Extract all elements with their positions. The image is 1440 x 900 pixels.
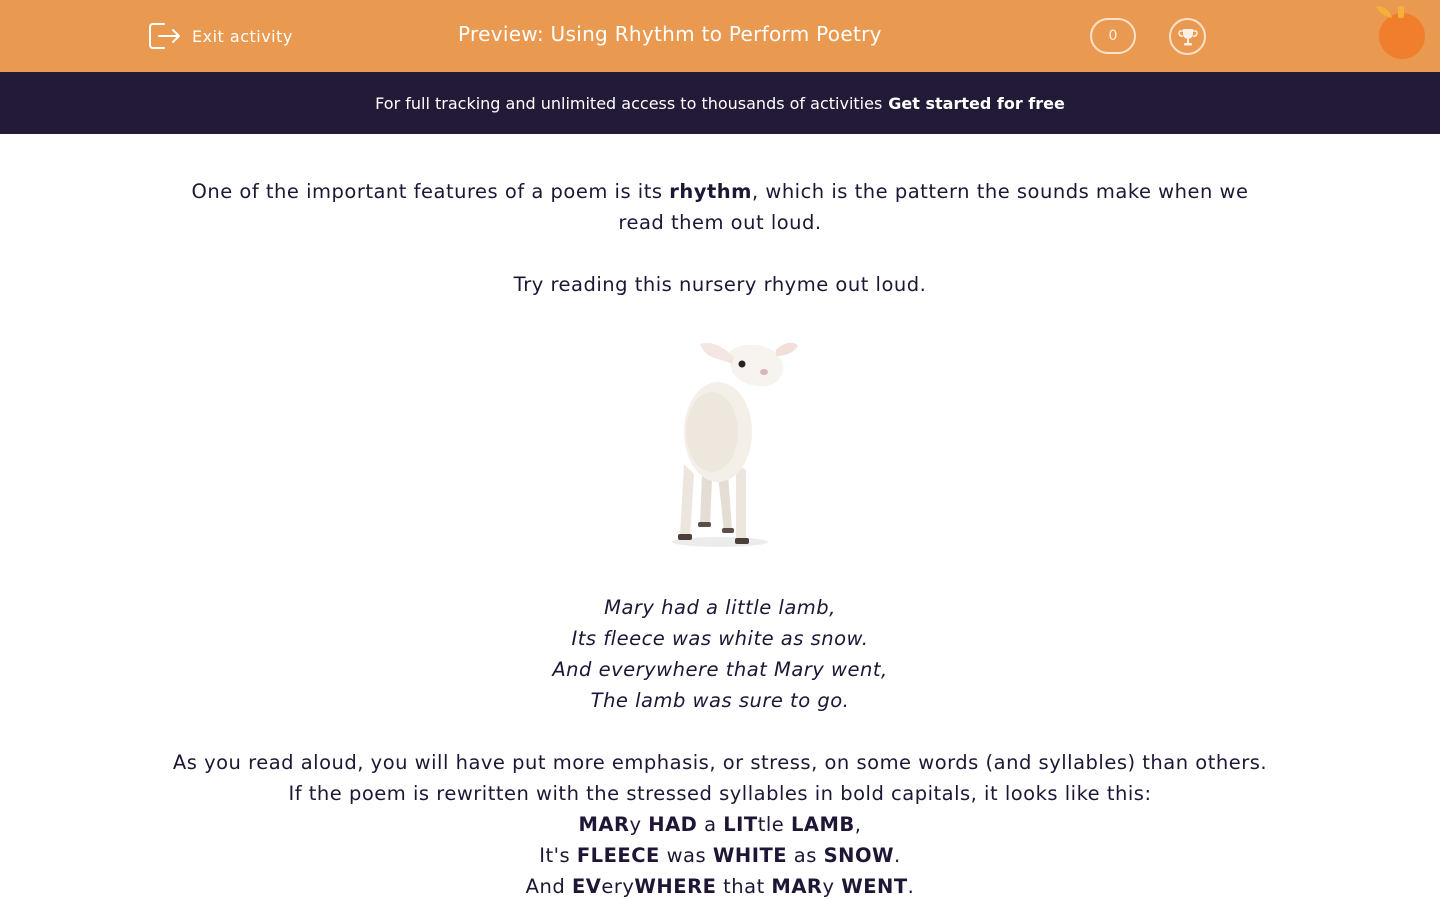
stressed-syllable: FLEECE xyxy=(576,844,660,867)
stressed-poem-line xyxy=(0,809,1440,840)
promo-banner xyxy=(0,72,1440,134)
stressed-poem-line xyxy=(0,840,1440,871)
unstressed-text: tle xyxy=(757,813,791,836)
stressed-syllable: LAMB xyxy=(790,813,855,836)
intro-paragraph xyxy=(170,176,1270,238)
intro-keyword: rhythm xyxy=(669,180,752,203)
poem-block xyxy=(0,592,1440,716)
poem-line: The lamb was sure to go. xyxy=(590,689,850,712)
poem-line: Mary had a little lamb, xyxy=(604,596,836,619)
score-badge: 0 xyxy=(1090,18,1136,54)
promo-text: For full tracking and unlimited access to thousands of activities xyxy=(375,93,883,113)
poem-line: Its fleece was white as snow. xyxy=(571,627,869,650)
lamb-icon xyxy=(640,314,800,550)
stressed-syllable: LIT xyxy=(723,813,758,836)
stressed-poem-block xyxy=(0,809,1440,900)
unstressed-text: y xyxy=(629,813,649,836)
unstressed-text: And xyxy=(525,875,572,898)
unstressed-text: was xyxy=(659,844,713,867)
unstressed-text: that xyxy=(716,875,772,898)
orange-logo-icon[interactable] xyxy=(1374,4,1434,62)
exit-activity-button[interactable] xyxy=(148,20,293,52)
poem-line: And everywhere that Mary went, xyxy=(552,658,888,681)
get-started-link[interactable]: Get started for free xyxy=(888,93,1065,113)
trophy-icon xyxy=(1177,26,1199,48)
stressed-syllable: MAR xyxy=(578,813,630,836)
explanation-text: If the poem is rewritten with the stressed syllables in bold capitals, it looks like this: xyxy=(288,782,1152,805)
lamb-image xyxy=(0,300,1440,592)
unstressed-text: ery xyxy=(601,875,635,898)
exit-icon xyxy=(148,21,182,51)
instruction-text: Try reading this nursery rhyme out loud. xyxy=(513,273,927,296)
stressed-poem-line xyxy=(0,871,1440,900)
stressed-syllable: HAD xyxy=(648,813,698,836)
stressed-syllable: WHERE xyxy=(634,875,717,898)
trophy-button[interactable] xyxy=(1169,18,1206,55)
unstressed-text: a xyxy=(697,813,724,836)
unstressed-text: . xyxy=(907,875,915,898)
top-bar xyxy=(0,0,1440,72)
unstressed-text: as xyxy=(787,844,824,867)
page-title: Preview: Using Rhythm to Perform Poetry xyxy=(458,22,882,46)
stressed-syllable: SNOW xyxy=(823,844,895,867)
intro-text-start: One of the important features of a poem is its xyxy=(191,180,670,203)
stressed-syllable: WENT xyxy=(841,875,908,898)
exit-activity-label: Exit activity xyxy=(192,26,293,46)
stressed-syllable: EV xyxy=(571,875,602,898)
unstressed-text: y xyxy=(822,875,842,898)
explanation-text: As you read aloud, you will have put more emphasis, or stress, on some words (and syllables) than others. xyxy=(172,751,1268,774)
unstressed-text: It's xyxy=(539,844,577,867)
stressed-syllable: MAR xyxy=(771,875,823,898)
unstressed-text: . xyxy=(894,844,901,867)
stressed-syllable: WHITE xyxy=(712,844,788,867)
intro-text-end: , which is the pattern the sounds make when we read them out loud. xyxy=(618,180,1249,234)
activity-content xyxy=(0,176,1440,900)
unstressed-text: , xyxy=(854,813,862,836)
